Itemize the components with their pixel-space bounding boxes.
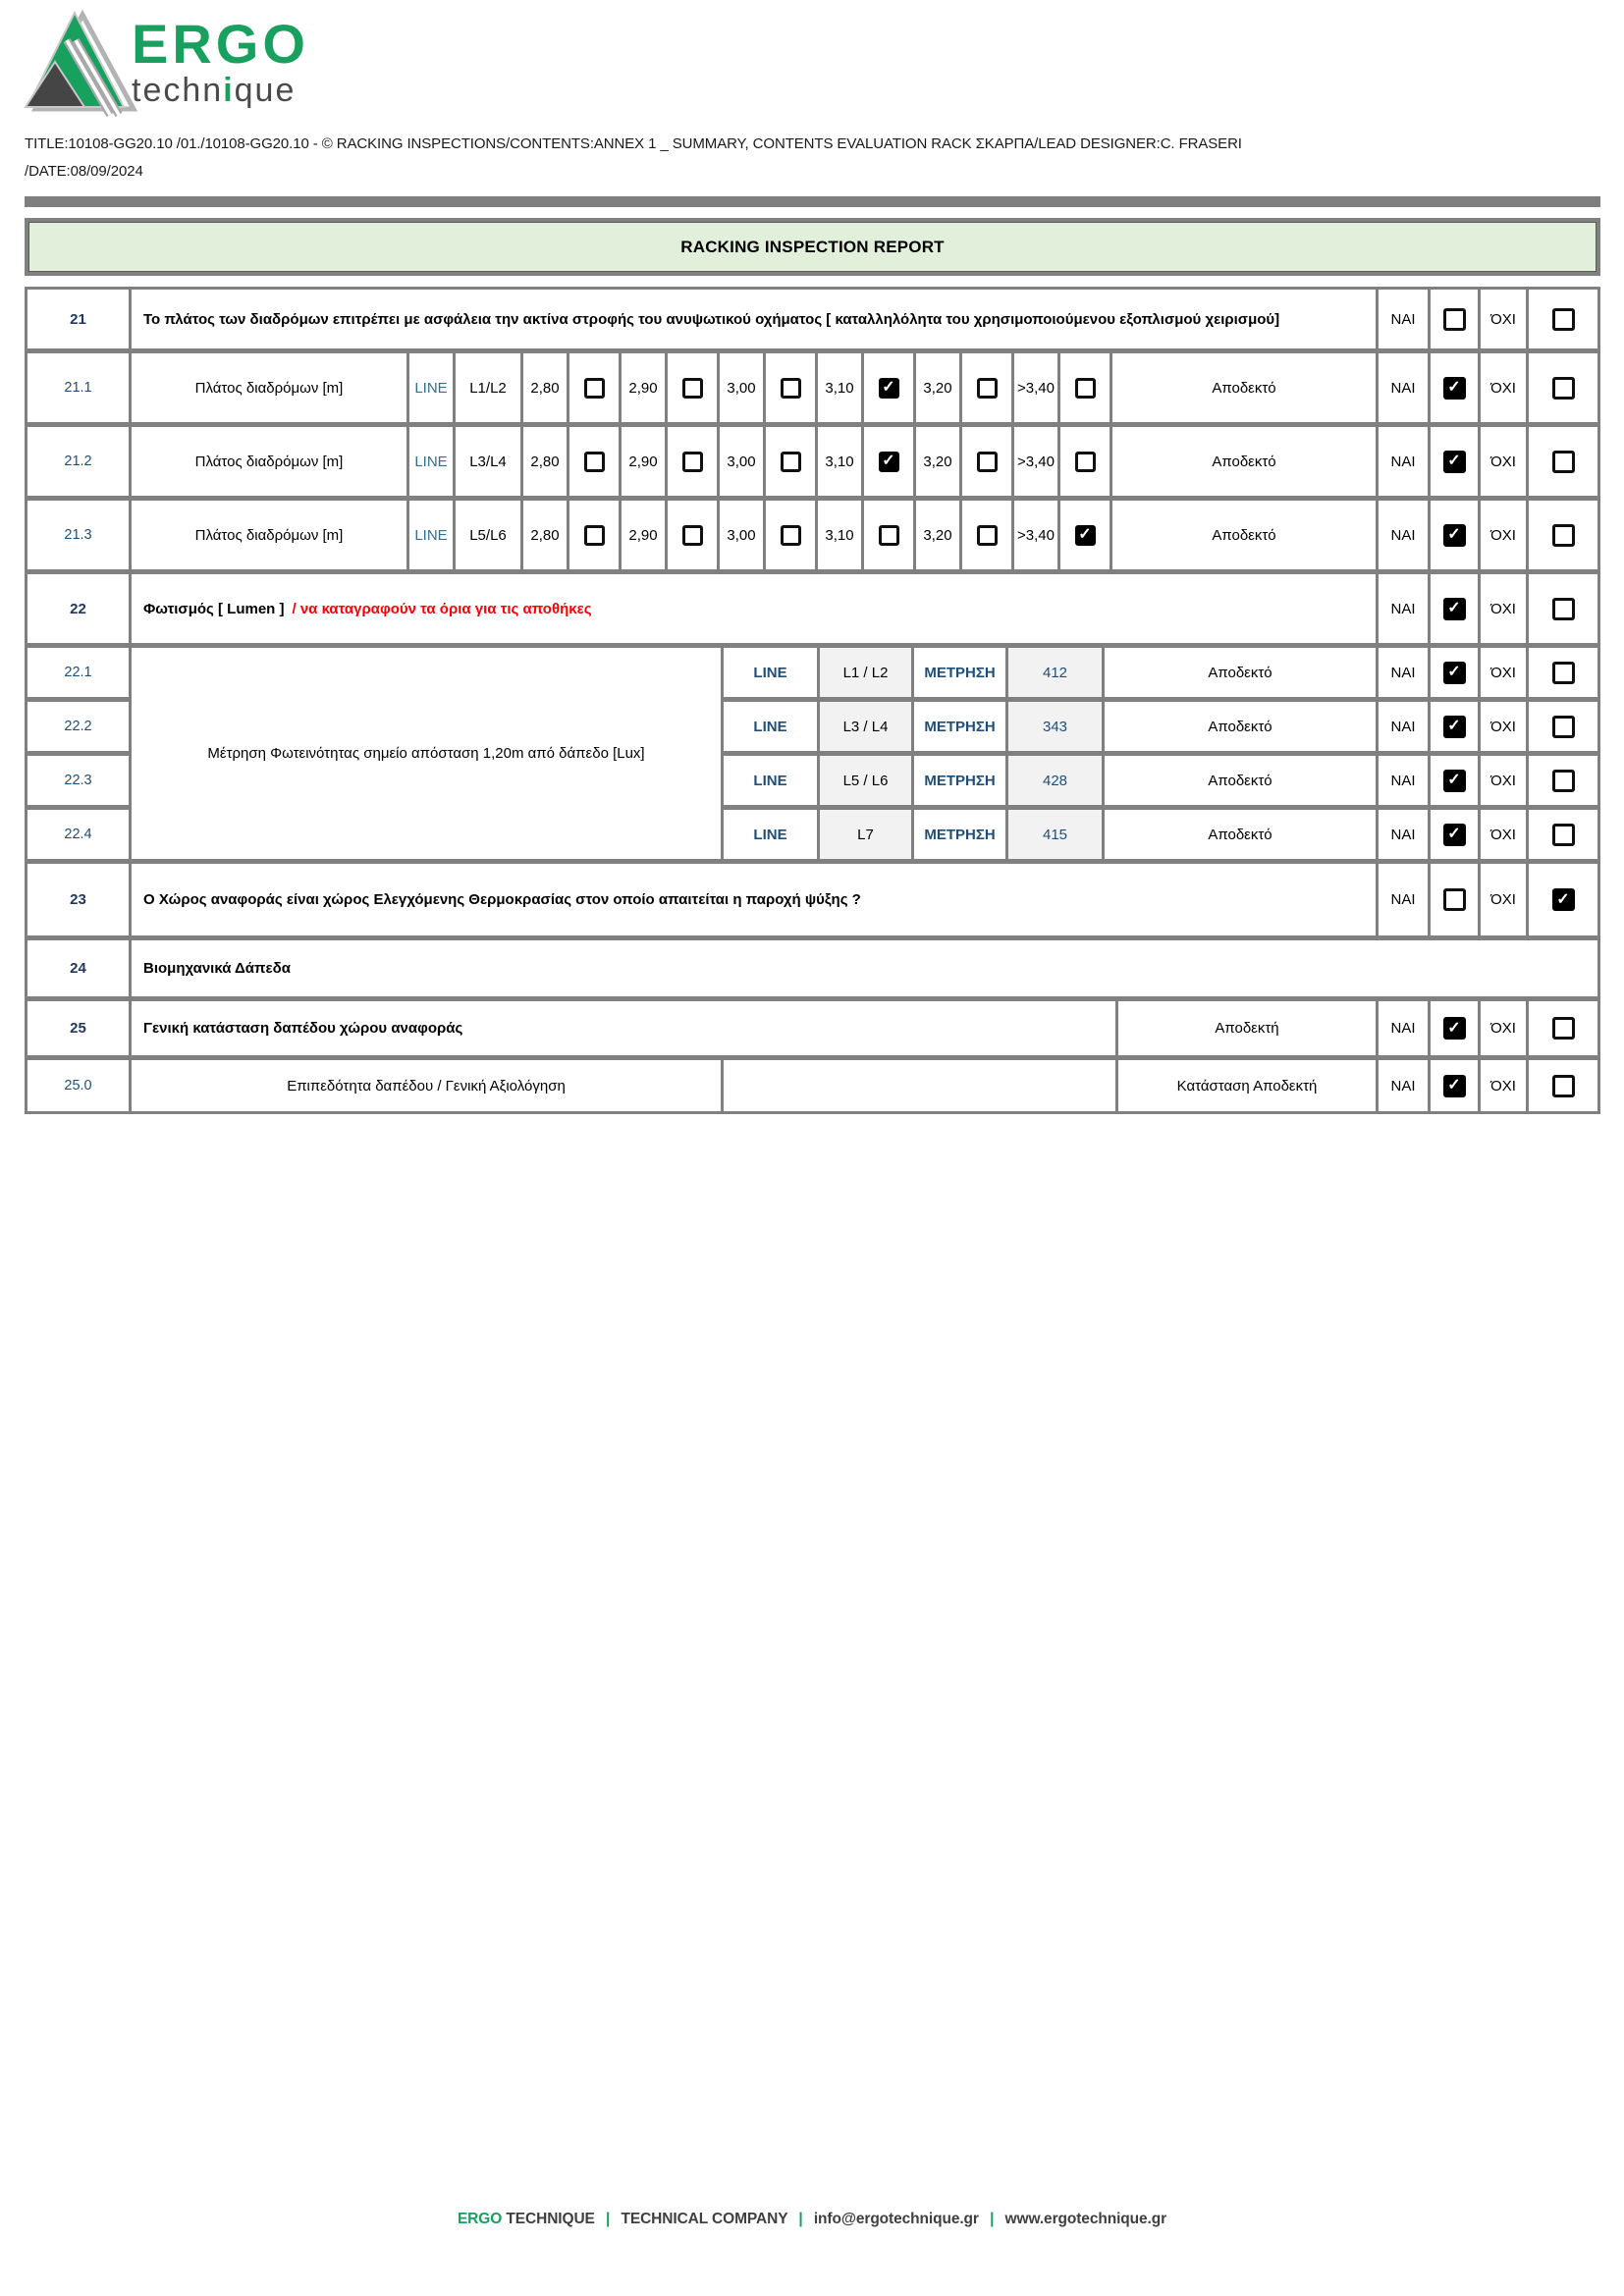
width-option-value: 3,00 — [720, 427, 763, 496]
footer-company-type: TECHNICAL COMPANY — [621, 2211, 788, 2227]
width-option-value: 2,80 — [523, 427, 567, 496]
report-title: RACKING INSPECTION REPORT — [680, 237, 945, 256]
footer-separator: | — [798, 2211, 803, 2227]
yes-checkbox[interactable] — [1443, 308, 1466, 331]
no-label: ΌΧΙ — [1481, 864, 1526, 935]
measurement-value: 415 — [1008, 810, 1102, 859]
result-label: Αποδεκτό — [1112, 427, 1376, 496]
empty-cell — [724, 1060, 1115, 1111]
line-label: LINE — [409, 501, 453, 569]
width-option-checkbox[interactable] — [879, 525, 899, 546]
yes-checkbox[interactable] — [1443, 716, 1466, 738]
measurement-value: 412 — [1008, 648, 1102, 697]
row-number: 23 — [27, 864, 129, 935]
yes-label: NAI — [1379, 574, 1428, 643]
line-pair: L5/L6 — [456, 501, 520, 569]
footer-website: www.ergotechnique.gr — [1004, 2211, 1167, 2227]
logo-subtitle: technique — [132, 72, 297, 109]
table-row-22-1 — [724, 648, 1597, 697]
no-label: ΌΧΙ — [1481, 290, 1526, 348]
line-pair: L5 / L6 — [820, 756, 911, 805]
line-pair: L7 — [820, 810, 911, 859]
logo-text — [132, 13, 309, 109]
line-pair: L3/L4 — [456, 427, 520, 496]
row-label: Πλάτος διαδρόμων [m] — [132, 427, 406, 496]
no-checkbox[interactable] — [1552, 451, 1575, 473]
row-number: 21 — [27, 290, 129, 348]
yes-label: NAI — [1379, 427, 1428, 496]
result-label: Αποδεκτό — [1112, 501, 1376, 569]
row-number: 21.1 — [27, 353, 129, 422]
width-option-value: 3,10 — [818, 427, 861, 496]
row-number: 21.2 — [27, 427, 129, 496]
result-label: Αποδεκτό — [1105, 648, 1376, 697]
section-title: Βιομηχανικά Δάπεδα — [132, 940, 1597, 996]
row-label: Πλάτος διαδρόμων [m] — [132, 501, 406, 569]
table-row-21-2 — [27, 427, 1597, 496]
width-option-value: 3,00 — [720, 353, 763, 422]
row-number: 25 — [27, 1001, 129, 1055]
line-label: LINE — [724, 810, 817, 859]
yes-label: NAI — [1379, 290, 1428, 348]
row-label: Πλάτος διαδρόμων [m] — [132, 353, 406, 422]
no-label: ΌΧΙ — [1481, 1060, 1526, 1111]
width-option-value: 2,80 — [523, 353, 567, 422]
no-label: ΌΧΙ — [1481, 702, 1526, 751]
yes-checkbox[interactable] — [1443, 598, 1466, 620]
width-option-checkbox[interactable] — [781, 452, 801, 472]
no-checkbox[interactable] — [1552, 308, 1575, 331]
no-label: ΌΧΙ — [1481, 1001, 1526, 1055]
yes-label: NAI — [1379, 501, 1428, 569]
no-checkbox[interactable] — [1552, 598, 1575, 620]
table-row-23 — [27, 864, 1597, 935]
result-label: Αποδεκτό — [1105, 702, 1376, 751]
table-row-21 — [27, 290, 1597, 348]
row-question: Γενική κατάσταση δαπέδου χώρου αναφοράς — [132, 1001, 1115, 1055]
page-footer — [0, 2211, 1624, 2228]
yes-label: NAI — [1379, 702, 1428, 751]
row-number: 22.3 — [27, 756, 129, 805]
footer-separator: | — [990, 2211, 995, 2227]
no-label: ΌΧΙ — [1481, 574, 1526, 643]
yes-checkbox[interactable] — [1443, 1075, 1466, 1097]
row-number: 22.2 — [27, 702, 129, 751]
no-label: ΌΧΙ — [1481, 648, 1526, 697]
width-option-checkbox[interactable] — [977, 525, 998, 546]
measurement-label: ΜΕΤΡΗΣΗ — [914, 702, 1005, 751]
company-logo — [22, 5, 434, 121]
table-row-22 — [27, 574, 1597, 643]
row-number: 22 — [27, 574, 129, 643]
row-question — [132, 574, 1376, 643]
table-row-21-1 — [27, 353, 1597, 422]
width-option-checkbox[interactable] — [584, 452, 605, 472]
width-option-value: 3,20 — [916, 353, 959, 422]
line-label: LINE — [409, 427, 453, 496]
yes-checkbox[interactable] — [1443, 888, 1466, 911]
inspection-table — [25, 287, 1600, 1114]
no-label: ΌΧΙ — [1481, 353, 1526, 422]
no-checkbox[interactable] — [1552, 524, 1575, 547]
no-label: ΌΧΙ — [1481, 501, 1526, 569]
logo-triangle-icon — [22, 5, 137, 121]
width-option-checkbox[interactable] — [682, 452, 703, 472]
result-label: Αποδεκτό — [1105, 756, 1376, 805]
width-option-checkbox[interactable] — [584, 378, 605, 399]
divider-bar — [25, 196, 1600, 207]
yes-label: NAI — [1379, 353, 1428, 422]
width-option-checkbox[interactable] — [781, 525, 801, 546]
width-option-checkbox[interactable] — [879, 452, 899, 472]
table-row-22-3 — [724, 756, 1597, 805]
row-number: 24 — [27, 940, 129, 996]
line-label: LINE — [724, 702, 817, 751]
table-row-21-3 — [27, 501, 1597, 569]
width-option-value: 2,80 — [523, 501, 567, 569]
no-checkbox[interactable] — [1552, 888, 1575, 911]
line-label: LINE — [724, 648, 817, 697]
row-number: 21.3 — [27, 501, 129, 569]
width-option-checkbox[interactable] — [682, 525, 703, 546]
report-header — [25, 218, 1600, 276]
line-label: LINE — [724, 756, 817, 805]
width-option-value: >3,40 — [1014, 501, 1057, 569]
width-option-value: 3,20 — [916, 427, 959, 496]
width-option-value: >3,40 — [1014, 353, 1057, 422]
width-option-value: 3,10 — [818, 501, 861, 569]
no-checkbox[interactable] — [1552, 824, 1575, 846]
footer-company: TECHNIQUE — [506, 2211, 595, 2227]
row-question: Το πλάτος των διαδρόμων επιτρέπει με ασφάλεια την ακτίνα στροφής του ανυψωτικού οχήματος [ καταλληλόλητα του χρησιμοποιούμενου εξοπλισμού χειρισμού] — [132, 290, 1376, 348]
width-option-value: 3,10 — [818, 353, 861, 422]
measurement-value: 428 — [1008, 756, 1102, 805]
result-label: Κατάσταση Αποδεκτή — [1118, 1060, 1376, 1111]
yes-checkbox[interactable] — [1443, 770, 1466, 792]
width-option-checkbox[interactable] — [584, 525, 605, 546]
yes-label: NAI — [1379, 756, 1428, 805]
yes-checkbox[interactable] — [1443, 1017, 1466, 1040]
measurement-label: ΜΕΤΡΗΣΗ — [914, 756, 1005, 805]
width-option-checkbox[interactable] — [1075, 452, 1096, 472]
width-option-value: >3,40 — [1014, 427, 1057, 496]
width-option-value: 2,90 — [622, 501, 665, 569]
yes-label: NAI — [1379, 648, 1428, 697]
measurement-value: 343 — [1008, 702, 1102, 751]
width-option-checkbox[interactable] — [879, 378, 899, 399]
yes-checkbox[interactable] — [1443, 451, 1466, 473]
width-option-value: 3,00 — [720, 501, 763, 569]
no-label: ΌΧΙ — [1481, 427, 1526, 496]
no-label: ΌΧΙ — [1481, 810, 1526, 859]
footer-separator: | — [606, 2211, 611, 2227]
lux-group-label: Μέτρηση Φωτεινότητας σημείο απόσταση 1,20m από δάπεδο [Lux] — [132, 648, 721, 859]
lighting-note: / να καταγραφούν τα όρια για τις αποθήκες — [292, 600, 592, 617]
no-checkbox[interactable] — [1552, 662, 1575, 684]
yes-label: NAI — [1379, 864, 1428, 935]
line-pair: L1/L2 — [456, 353, 520, 422]
result-label: Αποδεκτό — [1112, 353, 1376, 422]
no-checkbox[interactable] — [1552, 377, 1575, 400]
width-option-value: 3,20 — [916, 501, 959, 569]
no-label: ΌΧΙ — [1481, 756, 1526, 805]
document-info — [25, 131, 1596, 186]
lux-measurement-group — [27, 648, 1597, 859]
no-checkbox[interactable] — [1552, 770, 1575, 792]
yes-label: NAI — [1379, 810, 1428, 859]
yes-label: NAI — [1379, 1060, 1428, 1111]
line-pair: L3 / L4 — [820, 702, 911, 751]
no-checkbox[interactable] — [1552, 716, 1575, 738]
yes-label: NAI — [1379, 1001, 1428, 1055]
measurement-label: ΜΕΤΡΗΣΗ — [914, 810, 1005, 859]
yes-checkbox[interactable] — [1443, 377, 1466, 400]
width-option-value: 2,90 — [622, 427, 665, 496]
width-option-value: 2,90 — [622, 353, 665, 422]
row-number: 25.0 — [27, 1060, 129, 1111]
footer-email: info@ergotechnique.gr — [813, 2211, 979, 2227]
row-number: 22.4 — [27, 810, 129, 859]
yes-checkbox[interactable] — [1443, 824, 1466, 846]
footer-brand: ERGO — [457, 2211, 503, 2227]
table-row-22-4 — [724, 810, 1597, 859]
row-label: Επιπεδότητα δαπέδου / Γενική Αξιολόγηση — [132, 1060, 721, 1111]
line-pair: L1 / L2 — [820, 648, 911, 697]
yes-checkbox[interactable] — [1443, 524, 1466, 547]
no-checkbox[interactable] — [1552, 1017, 1575, 1040]
width-option-checkbox[interactable] — [977, 378, 998, 399]
line-label: LINE — [409, 353, 453, 422]
row-number: 22.1 — [27, 648, 129, 697]
width-option-checkbox[interactable] — [1075, 378, 1096, 399]
table-row-22-2 — [724, 702, 1597, 751]
document-date-line: /DATE:08/09/2024 — [25, 163, 143, 180]
lux-row-numbers — [27, 648, 129, 859]
logo-brand: ERGO — [132, 13, 309, 75]
yes-checkbox[interactable] — [1443, 662, 1466, 684]
lighting-label: Φωτισμός [ Lumen ] — [143, 600, 285, 617]
table-row-25 — [27, 1001, 1597, 1055]
measurement-label: ΜΕΤΡΗΣΗ — [914, 648, 1005, 697]
no-checkbox[interactable] — [1552, 1075, 1575, 1097]
width-option-checkbox[interactable] — [977, 452, 998, 472]
result-label: Αποδεκτή — [1118, 1001, 1376, 1055]
result-label: Αποδεκτό — [1105, 810, 1376, 859]
table-row-24 — [27, 940, 1597, 996]
row-question: Ο Χώρος αναφοράς είναι χώρος Ελεγχόμενης Θερμοκρασίας στον οποίο απαιτείται η παροχή ψύξης ? — [132, 864, 1376, 935]
width-option-checkbox[interactable] — [781, 378, 801, 399]
table-row-25-0 — [27, 1060, 1597, 1111]
width-option-checkbox[interactable] — [682, 378, 703, 399]
document-title-line: TITLE:10108-GG20.10 /01./10108-GG20.10 - © RACKING INSPECTIONS/CONTENTS:ANNEX 1 _ SUMMARY, CONTENTS EVALUATION RACK ΣΚΑΡΠΑ/LEAD DESIGNER:C. FRASERI — [25, 135, 1242, 152]
width-option-checkbox[interactable] — [1075, 525, 1096, 546]
